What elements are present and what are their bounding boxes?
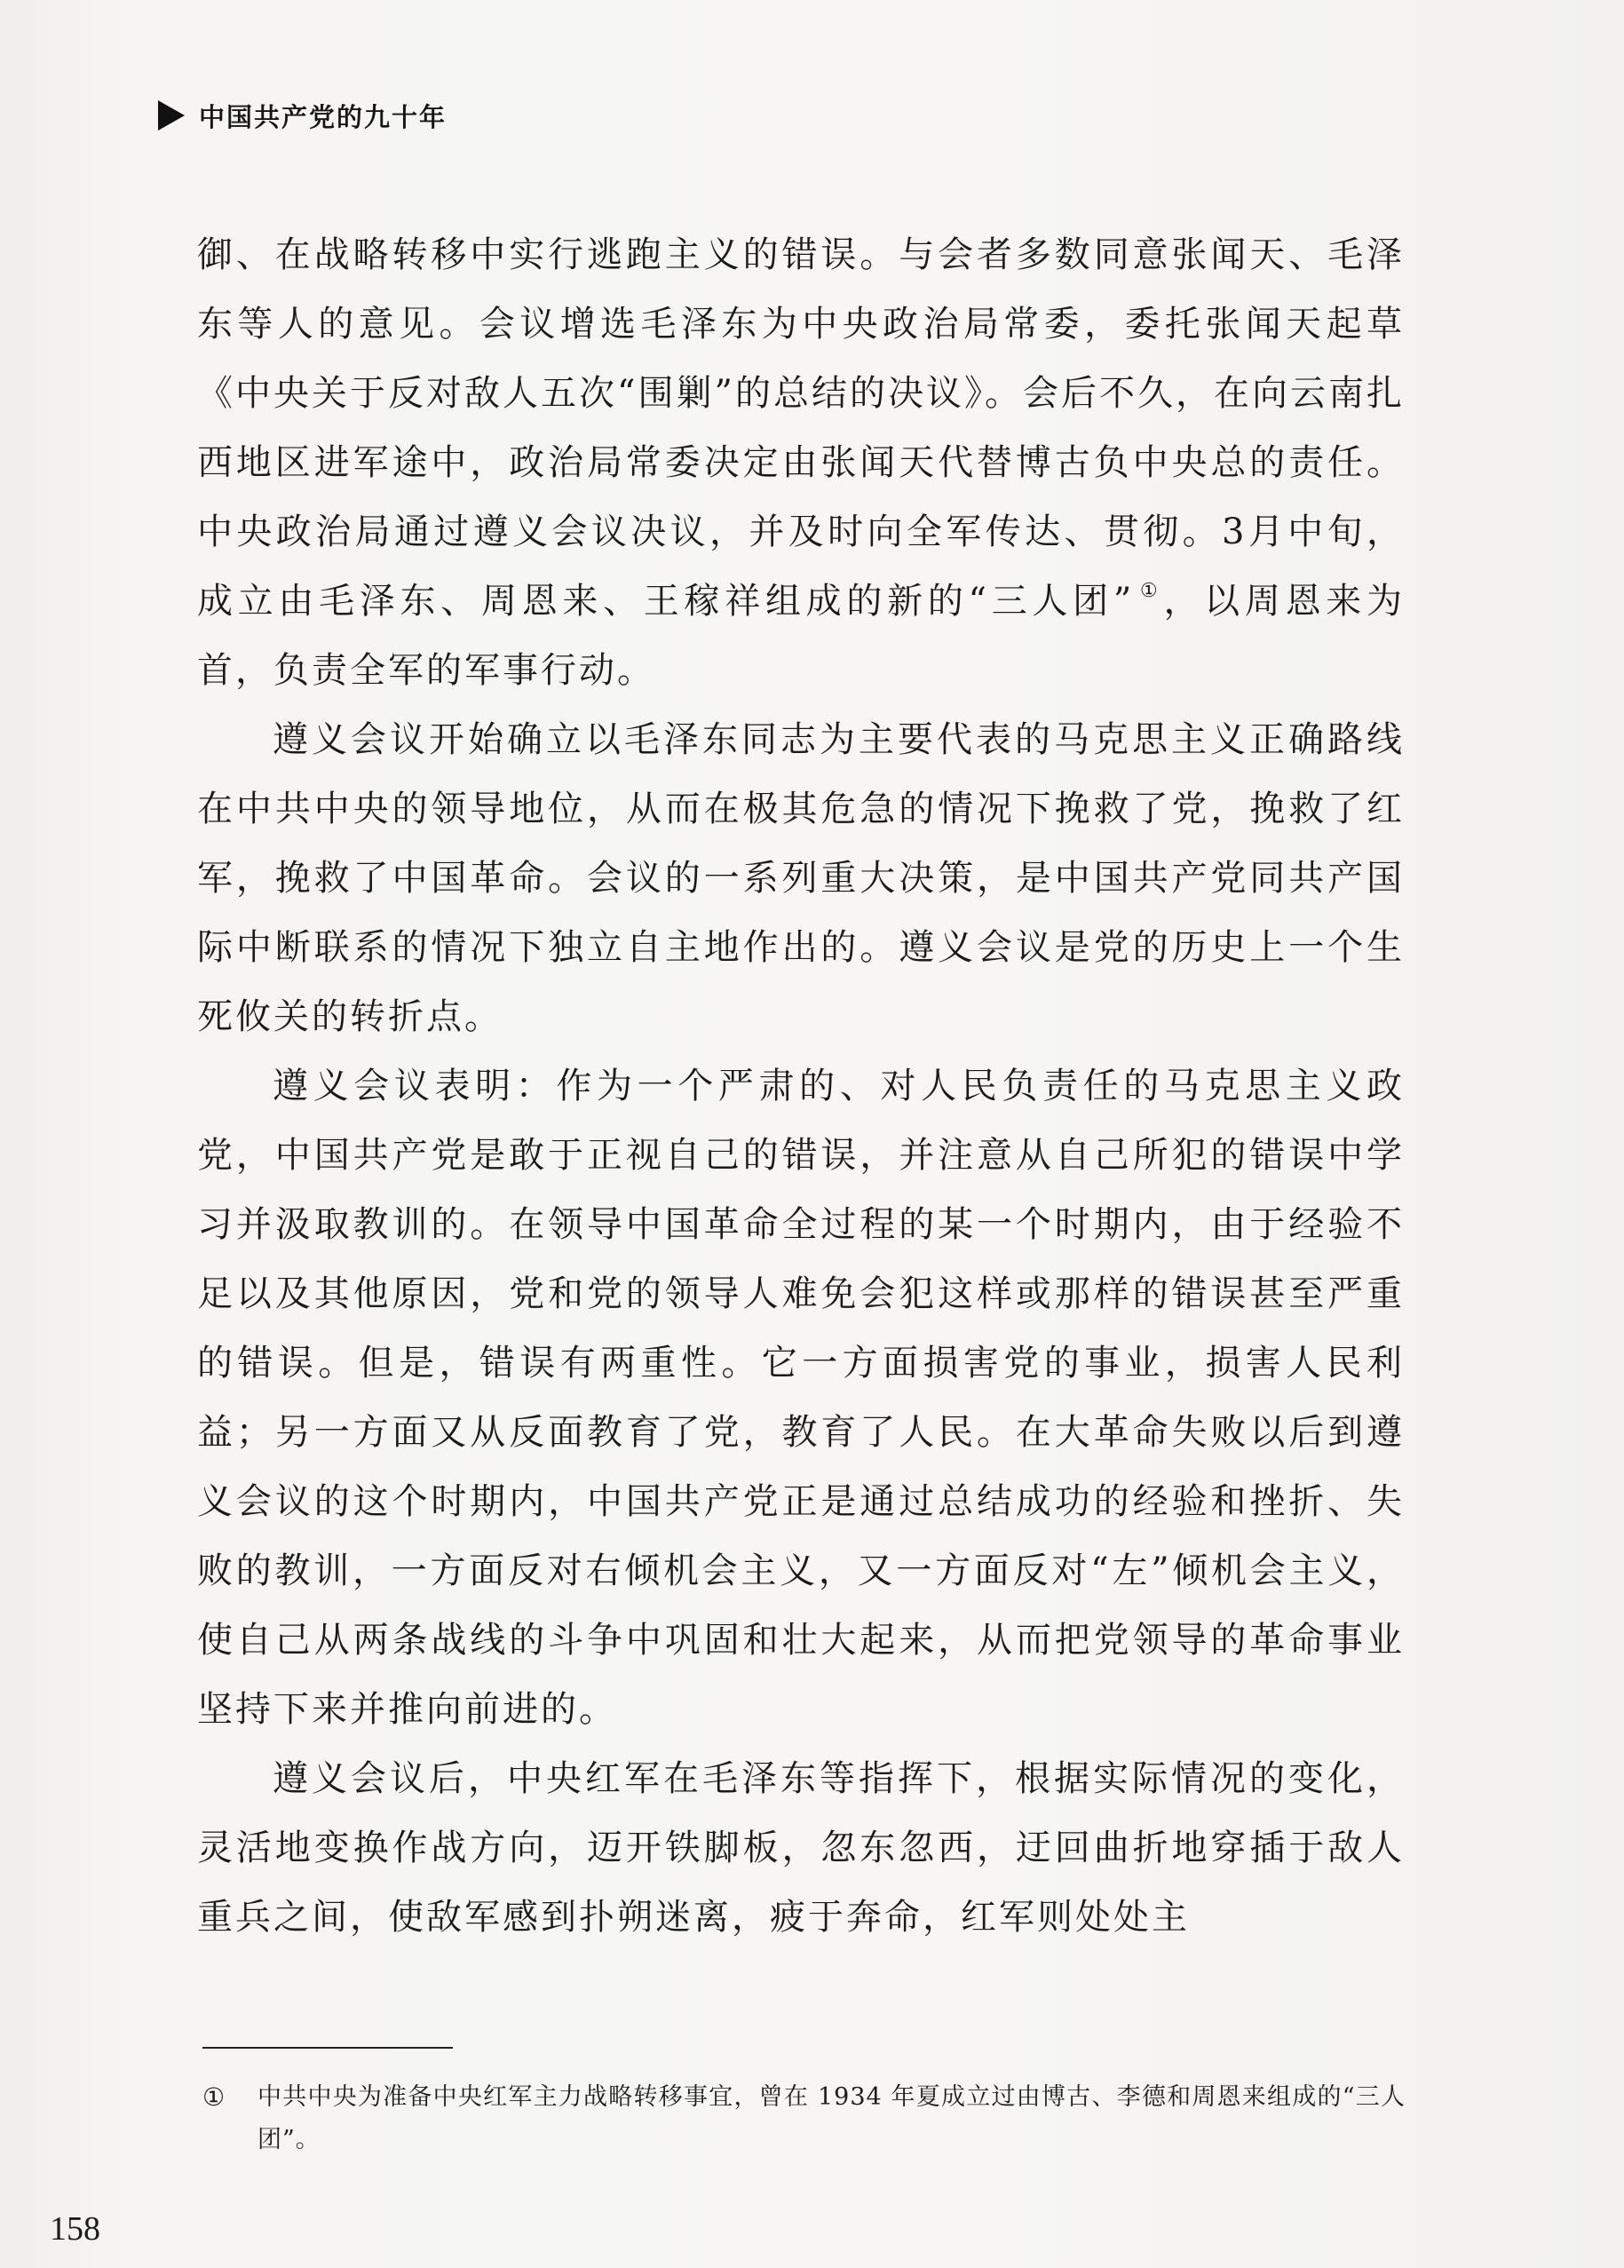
footnote-marker: ① <box>202 2082 226 2112</box>
running-header <box>158 96 447 135</box>
footnote-divider <box>202 2047 453 2049</box>
body-text <box>197 220 1405 1952</box>
paragraph-2: 遵义会议开始确立以毛泽东同志为主要代表的马克思主义正确路线在中共中央的领导地位，从而在极其危急的情况下挽救了党，挽救了红军，挽救了中国革命。会议的一系列重大决策，是中国共产党同共产国际中断联系的情况下独立自主地作出的。遵义会议是党的历史上一个生死攸关的转折点。 <box>197 719 1405 1037</box>
book-title: 中国共产党的九十年 <box>199 101 448 132</box>
page-number: 158 <box>50 2210 100 2248</box>
footnote-reference[interactable]: ① <box>1137 580 1161 602</box>
play-triangle-icon <box>158 100 185 131</box>
paragraph-1-text-continued: ，以周恩来为首，负责全军的军事行动。 <box>197 581 1405 691</box>
paragraph-4: 遵义会议后，中央红军在毛泽东等指挥下，根据实际情况的变化，灵活地变换作战方向，迈开铁脚板，忽东忽西，迂回曲折地穿插于敌人重兵之间，使敌军感到扑朔迷离，疲于奔命，红军则处处主 <box>197 1758 1405 1938</box>
paragraph-1 <box>197 220 1405 705</box>
footnote <box>202 2076 1406 2161</box>
paragraph-3: 遵义会议表明：作为一个严肃的、对人民负责任的马克思主义政党，中国共产党是敢于正视自己的错误，并注意从自己所犯的错误中学习并汲取教训的。在领导中国革命全过程的某一个时期内，由于经验不足以及其他原因，党和党的领导人难免会犯这样或那样的错误甚至严重的错误。但是，错误有两重性。它一方面损害党的事业，损害人民利益；另一方面又从反面教育了党，教育了人民。在大革命失败以后到遵义会议的这个时期内，中国共产党正是通过总结成功的经验和挫折、失败的教训，一方面反对右倾机会主义，又一方面反对“左”倾机会主义，使自己从两条战线的斗争中巩固和壮大起来，从而把党领导的革命事业坚持下来并推向前进的。 <box>197 1066 1405 1730</box>
footnote-text: 中共中央为准备中央红军主力战略转移事宜，曾在 1934 年夏成立过由博古、李德和周恩来组成的“三人团”。 <box>257 2083 1406 2153</box>
paragraph-1-text: 御、在战略转移中实行逃跑主义的错误。与会者多数同意张闻天、毛泽东等人的意见。会议增选毛泽东为中央政治局常委，委托张闻天起草《中央关于反对敌人五次“围剿”的总结的决议》。会后不久，在向云南扎西地区进军途中，政治局常委决定由张闻天代替博古负中央总的责任。中央政治局通过遵义会议决议，并及时向全军传达、贯彻。3月中旬，成立由毛泽东、周恩来、王稼祥组成的新的“三人团” <box>197 234 1405 622</box>
